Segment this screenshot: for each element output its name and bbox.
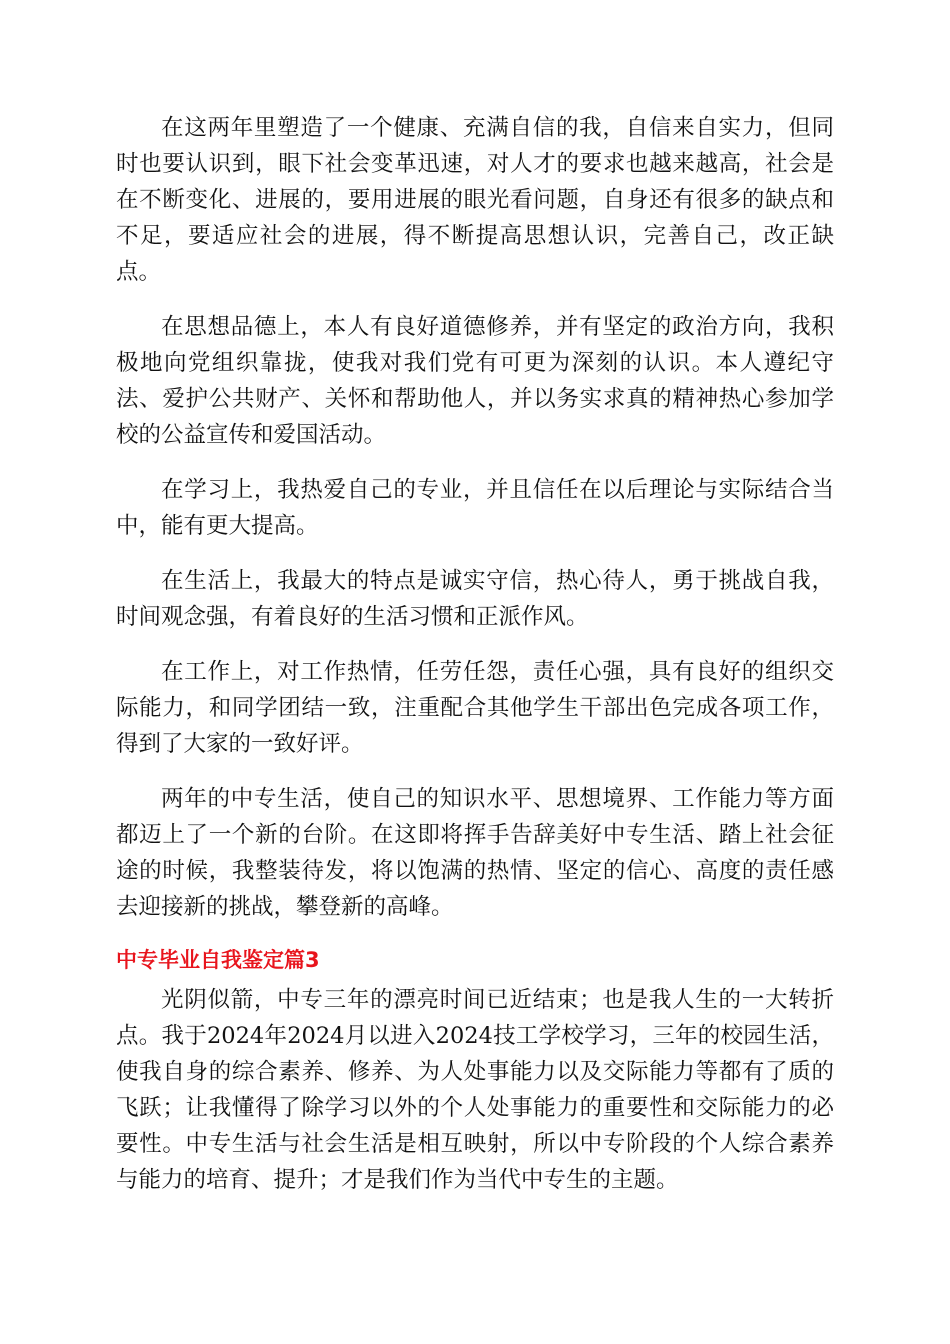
paragraph: 两年的中专生活，使自己的知识水平、思想境界、工作能力等方面都迈上了一个新的台阶。在这即将挥手告辞美好中专生活、踏上社会征途的时候，我整装待发，将以饱满的热情、坚定的信心、高度的责任感去迎接新的挑战，攀登新的高峰。 bbox=[116, 786, 834, 920]
section-heading: 中专毕业自我鉴定篇3 bbox=[116, 948, 320, 972]
paragraph: 光阴似箭，中专三年的漂亮时间已近结束；也是我人生的一大转折点。我于2024年2024月以进入2024技工学校学习，三年的校园生活，使我自身的综合素养、修养、为人处事能力以及交际能力等都有了质的飞跃；让我懂得了除学习以外的个人处事能力的重要性和交际能力的必要性。中专生活与社会生活是相互映射，所以中专阶段的个人综合素养与能力的培育、提升；才是我们作为当代中专生的主题。 bbox=[116, 987, 834, 1193]
paragraph: 在思想品德上，本人有良好道德修养，并有坚定的政治方向，我积极地向党组织靠拢，使我对我们党有可更为深刻的认识。本人遵纪守法、爱护公共财产、关怀和帮助他人，并以务实求真的精神热心参加学校的公益宣传和爱国活动。 bbox=[116, 314, 834, 448]
paragraph: 在学习上，我热爱自己的专业，并且信任在以后理论与实际结合当中，能有更大提高。 bbox=[116, 477, 834, 539]
paragraph: 在生活上，我最大的特点是诚实守信，热心待人，勇于挑战自我，时间观念强，有着良好的生活习惯和正派作风。 bbox=[116, 568, 834, 630]
paragraph: 在工作上，对工作热情，任劳任怨，责任心强，具有良好的组织交际能力，和同学团结一致，注重配合其他学生干部出色完成各项工作，得到了大家的一致好评。 bbox=[116, 659, 834, 757]
paragraph: 在这两年里塑造了一个健康、充满自信的我，自信来自实力，但同时也要认识到，眼下社会变革迅速，对人才的要求也越来越高，社会是在不断变化、进展的，要用进展的眼光看问题，自身还有很多的缺点和不足，要适应社会的进展，得不断提高思想认识，完善自己，改正缺点。 bbox=[116, 115, 834, 285]
